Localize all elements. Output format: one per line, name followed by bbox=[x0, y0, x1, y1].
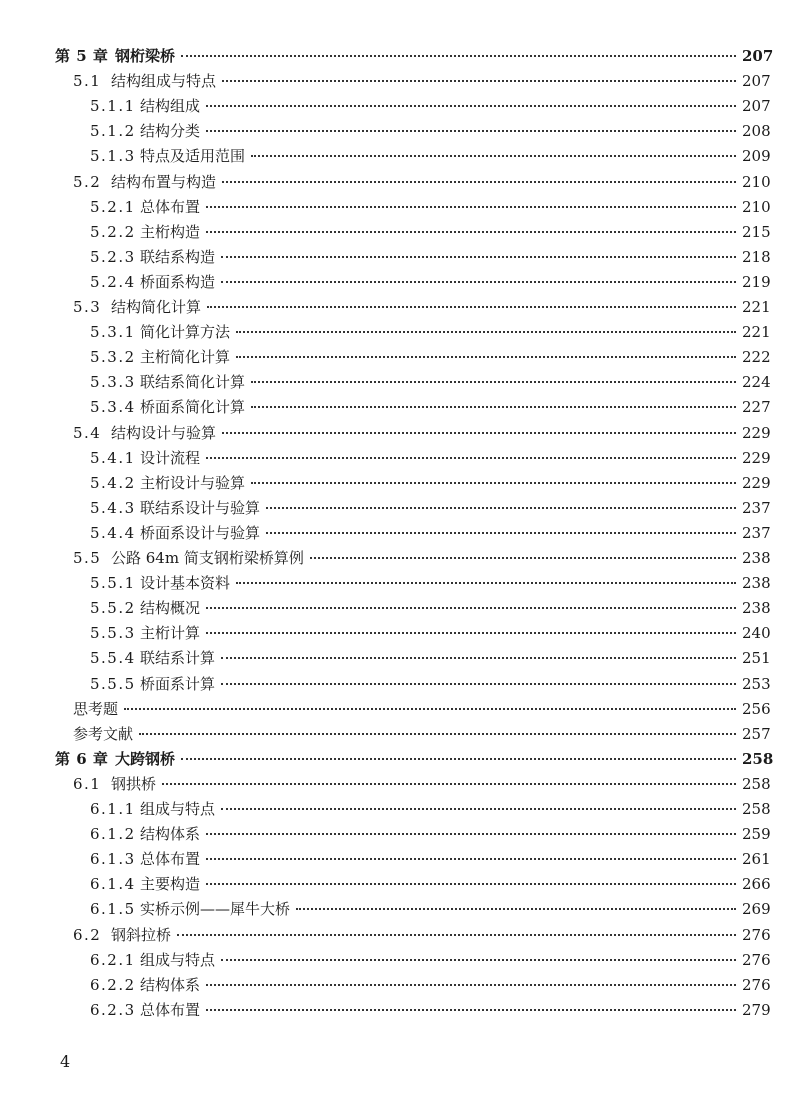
toc-entry-label bbox=[90, 94, 200, 119]
toc-entry-label bbox=[90, 471, 245, 496]
toc-entry-label bbox=[90, 245, 215, 270]
toc-entry-number: 5.1.3 bbox=[90, 147, 136, 166]
toc-entry[interactable] bbox=[0, 571, 790, 596]
dot-leader bbox=[221, 281, 736, 283]
toc-entry[interactable] bbox=[0, 220, 790, 245]
toc-entry-label bbox=[73, 923, 171, 948]
toc-entry-page: 256 bbox=[742, 699, 771, 718]
toc-entry-title: 钢桁梁桥 bbox=[115, 47, 176, 65]
toc-entry-number: 5.5 bbox=[73, 549, 102, 567]
toc-entry-title: 结构体系 bbox=[140, 975, 201, 994]
toc-entry-title: 思考题 bbox=[73, 699, 119, 718]
dot-leader bbox=[221, 683, 736, 685]
toc-entry-title: 组成与特点 bbox=[140, 800, 216, 818]
toc-entry-title: 结构组成 bbox=[140, 97, 201, 116]
toc-entry-number: 6.2.2 bbox=[90, 975, 136, 994]
toc-entry-title: 联结系设计与验算 bbox=[140, 498, 261, 517]
page-number: 4 bbox=[60, 1052, 71, 1071]
dot-leader bbox=[236, 331, 736, 333]
toc-entry-number: 第 5 章 bbox=[55, 47, 109, 65]
toc-entry-label bbox=[90, 672, 215, 697]
toc-entry-label bbox=[73, 69, 216, 94]
dot-leader bbox=[251, 381, 736, 383]
toc-entry-page: 237 bbox=[742, 498, 771, 517]
toc-entry-label bbox=[90, 521, 260, 546]
toc-entry-number: 6.1.2 bbox=[90, 825, 136, 844]
toc-entry-label bbox=[90, 220, 200, 245]
dot-leader bbox=[206, 130, 736, 132]
dot-leader bbox=[124, 708, 736, 710]
toc-entry-page: 251 bbox=[742, 649, 771, 668]
dot-leader bbox=[177, 934, 736, 936]
toc-entry[interactable] bbox=[0, 170, 790, 195]
toc-entry-label bbox=[73, 722, 133, 747]
toc-entry[interactable] bbox=[0, 822, 790, 847]
toc-entry-number: 5.2.2 bbox=[90, 222, 136, 241]
toc-entry-label bbox=[73, 697, 118, 722]
toc-entry-number: 5.5.3 bbox=[90, 624, 136, 643]
toc-entry-page: 276 bbox=[742, 950, 771, 969]
toc-entry[interactable] bbox=[0, 69, 790, 94]
toc-entry[interactable] bbox=[0, 697, 790, 722]
toc-entry-title: 设计流程 bbox=[140, 448, 201, 467]
toc-entry-page: 258 bbox=[742, 800, 771, 818]
toc-entry-label bbox=[90, 144, 245, 169]
toc-entry[interactable] bbox=[0, 521, 790, 546]
dot-leader bbox=[206, 883, 736, 885]
toc-entry-label bbox=[90, 395, 245, 420]
toc-entry[interactable] bbox=[0, 395, 790, 420]
toc-entry[interactable] bbox=[0, 471, 790, 496]
toc-entry-number: 5.4.2 bbox=[90, 473, 136, 492]
toc-entry-page: 269 bbox=[742, 900, 771, 919]
dot-leader bbox=[222, 80, 736, 82]
toc-entry-label bbox=[90, 948, 215, 973]
toc-entry-page: 240 bbox=[742, 624, 771, 643]
toc-entry[interactable] bbox=[0, 345, 790, 370]
toc-entry-number: 5.5.5 bbox=[90, 674, 136, 693]
dot-leader bbox=[206, 858, 736, 860]
dot-leader bbox=[206, 206, 736, 208]
toc-entry[interactable] bbox=[0, 948, 790, 973]
toc-entry[interactable] bbox=[0, 119, 790, 144]
toc-entry-title: 结构体系 bbox=[140, 825, 201, 844]
toc-entry-title: 结构布置与构造 bbox=[111, 172, 217, 191]
dot-leader bbox=[236, 582, 736, 584]
toc-entry-title: 公路 64m 简支钢桁梁桥算例 bbox=[111, 549, 304, 567]
toc-entry[interactable] bbox=[0, 94, 790, 119]
toc-entry-page: 215 bbox=[742, 222, 771, 241]
dot-leader bbox=[251, 155, 736, 157]
toc-entry-title: 结构组成与特点 bbox=[111, 72, 217, 91]
toc-entry-page: 259 bbox=[742, 825, 771, 844]
toc-entry-page: 257 bbox=[742, 724, 771, 743]
toc-entry-number: 5.1.1 bbox=[90, 97, 136, 116]
toc-entry-title: 实桥示例——犀牛大桥 bbox=[140, 900, 291, 919]
toc-entry-page: 219 bbox=[742, 272, 771, 291]
toc-entry-page: 238 bbox=[742, 549, 771, 567]
toc-entry-label bbox=[90, 370, 245, 395]
toc-entry-label bbox=[90, 596, 200, 621]
dot-leader bbox=[206, 231, 736, 233]
toc-entry[interactable] bbox=[0, 370, 790, 395]
toc-entry-page: 229 bbox=[742, 473, 771, 492]
dot-leader bbox=[206, 632, 736, 634]
toc-entry-title: 结构简化计算 bbox=[111, 298, 202, 316]
toc-entry-number: 5.3.4 bbox=[90, 398, 136, 417]
toc-entry-page: 227 bbox=[742, 398, 771, 417]
toc-entry-label bbox=[90, 847, 200, 872]
toc-entry-title: 联结系简化计算 bbox=[140, 373, 246, 392]
toc-entry-number: 6.1.5 bbox=[90, 900, 136, 919]
dot-leader bbox=[310, 557, 736, 559]
toc-entry-label bbox=[90, 872, 200, 897]
toc-entry-page: 276 bbox=[742, 975, 771, 994]
dot-leader bbox=[181, 758, 736, 760]
toc-entry-title: 桥面系简化计算 bbox=[140, 398, 246, 417]
toc-entry-label bbox=[90, 496, 260, 521]
toc-entry-label bbox=[90, 446, 200, 471]
toc-entry-label bbox=[73, 295, 201, 320]
toc-entry-page: 207 bbox=[742, 72, 771, 91]
toc-entry-title: 联结系构造 bbox=[140, 247, 216, 266]
toc-entry-title: 结构设计与验算 bbox=[111, 423, 217, 442]
toc-entry[interactable] bbox=[0, 998, 790, 1023]
toc-entry[interactable] bbox=[0, 847, 790, 872]
dot-leader bbox=[251, 482, 736, 484]
toc-entry-title: 大跨钢桥 bbox=[115, 749, 176, 768]
toc-entry-page: 207 bbox=[742, 97, 771, 116]
toc-entry-page: 229 bbox=[742, 423, 771, 442]
toc-entry-number: 6.1 bbox=[73, 774, 102, 793]
toc-entry-title: 主要构造 bbox=[140, 875, 201, 894]
toc-entry[interactable] bbox=[0, 872, 790, 897]
toc-entry[interactable] bbox=[0, 546, 790, 571]
toc-entry-number: 5.2 bbox=[73, 172, 102, 191]
toc-entry-title: 特点及适用范围 bbox=[140, 147, 246, 166]
toc-entry-number: 5.3 bbox=[73, 298, 102, 316]
toc-entry-label bbox=[73, 546, 304, 571]
toc-entry-page: 224 bbox=[742, 373, 771, 392]
toc-entry-page: 276 bbox=[742, 925, 771, 944]
toc-entry-page: 209 bbox=[742, 147, 771, 166]
toc-entry-page: 210 bbox=[742, 172, 771, 191]
toc-entry[interactable] bbox=[0, 722, 790, 747]
dot-leader bbox=[221, 808, 736, 810]
dot-leader bbox=[266, 532, 736, 534]
toc-entry[interactable] bbox=[0, 672, 790, 697]
toc-entry[interactable] bbox=[0, 195, 790, 220]
toc-entry-title: 主桁简化计算 bbox=[140, 348, 231, 367]
toc-entry-page: 221 bbox=[742, 323, 771, 342]
toc-entry-title: 钢拱桥 bbox=[111, 774, 157, 793]
dot-leader bbox=[221, 657, 736, 659]
dot-leader bbox=[206, 1009, 736, 1011]
toc-entry-label bbox=[55, 44, 175, 69]
toc-entry[interactable] bbox=[0, 596, 790, 621]
dot-leader bbox=[296, 908, 736, 910]
toc-entry[interactable] bbox=[0, 923, 790, 948]
toc-entry-title: 总体布置 bbox=[140, 850, 201, 869]
toc-entry-page: 218 bbox=[742, 247, 771, 266]
toc-entry-label bbox=[90, 195, 200, 220]
toc-entry-label bbox=[90, 797, 215, 822]
dot-leader bbox=[206, 833, 736, 835]
toc-entry-page: 210 bbox=[742, 197, 771, 216]
toc-entry-page: 279 bbox=[742, 1000, 771, 1019]
dot-leader bbox=[206, 457, 736, 459]
toc-entry-page: 238 bbox=[742, 574, 771, 593]
toc-entry-label bbox=[55, 747, 175, 772]
toc-entry-title: 结构分类 bbox=[140, 122, 201, 141]
toc-entry[interactable] bbox=[0, 496, 790, 521]
dot-leader bbox=[206, 105, 736, 107]
toc-entry-label bbox=[90, 973, 200, 998]
toc-entry-number: 6.1.1 bbox=[90, 800, 136, 818]
dot-leader bbox=[206, 607, 736, 609]
toc-entry-page: 261 bbox=[742, 850, 771, 869]
toc-entry-label bbox=[90, 119, 200, 144]
toc-entry-title: 桥面系计算 bbox=[140, 674, 216, 693]
toc-entry-label bbox=[90, 998, 200, 1023]
toc-entry-number: 5.3.2 bbox=[90, 348, 136, 367]
toc-entry-title: 组成与特点 bbox=[140, 950, 216, 969]
dot-leader bbox=[222, 432, 736, 434]
dot-leader bbox=[222, 181, 736, 183]
toc-entry-page: 229 bbox=[742, 448, 771, 467]
toc-entry-number: 6.1.3 bbox=[90, 850, 136, 869]
toc-entry-number: 5.1 bbox=[73, 72, 102, 91]
toc-entry-number: 5.5.1 bbox=[90, 574, 136, 593]
toc-entry-number: 5.5.4 bbox=[90, 649, 136, 668]
dot-leader bbox=[221, 256, 736, 258]
toc-entry-label bbox=[90, 320, 230, 345]
dot-leader bbox=[139, 733, 736, 735]
toc-entry-page: 258 bbox=[742, 774, 771, 793]
toc-entry-number: 5.3.3 bbox=[90, 373, 136, 392]
toc-entry-number: 5.4.3 bbox=[90, 498, 136, 517]
toc-entry-title: 钢斜拉桥 bbox=[111, 925, 172, 944]
toc-entry-page: 253 bbox=[742, 674, 771, 693]
toc-entry-title: 设计基本资料 bbox=[140, 574, 231, 593]
toc-entry-number: 5.5.2 bbox=[90, 599, 136, 618]
toc-entry-label bbox=[90, 571, 230, 596]
toc-entry-number: 5.2.4 bbox=[90, 272, 136, 291]
toc-entry-page: 222 bbox=[742, 348, 771, 367]
toc-entry-page: 208 bbox=[742, 122, 771, 141]
toc-entry-page: 221 bbox=[742, 298, 771, 316]
dot-leader bbox=[251, 406, 736, 408]
toc-entry-title: 结构概况 bbox=[140, 599, 201, 618]
toc-entry-number: 5.4.1 bbox=[90, 448, 136, 467]
dot-leader bbox=[266, 507, 736, 509]
toc-entry-number: 5.1.2 bbox=[90, 122, 136, 141]
toc-entry[interactable] bbox=[0, 270, 790, 295]
toc-entry-title: 总体布置 bbox=[140, 1000, 201, 1019]
toc-entry[interactable] bbox=[0, 144, 790, 169]
toc-entry-title: 主桁计算 bbox=[140, 624, 201, 643]
toc-entry-label bbox=[73, 772, 156, 797]
toc-entry-title: 总体布置 bbox=[140, 197, 201, 216]
toc-entry-number: 5.2.1 bbox=[90, 197, 136, 216]
toc-entry-title: 主桁构造 bbox=[140, 222, 201, 241]
toc-entry-number: 5.2.3 bbox=[90, 247, 136, 266]
toc-entry[interactable] bbox=[0, 646, 790, 671]
toc-entry-title: 主桁设计与验算 bbox=[140, 473, 246, 492]
toc-entry-label bbox=[90, 345, 230, 370]
toc-entry-page: 238 bbox=[742, 599, 771, 618]
toc-entry[interactable] bbox=[0, 320, 790, 345]
toc-entry-title: 桥面系设计与验算 bbox=[140, 523, 261, 542]
toc-entry-number: 6.1.4 bbox=[90, 875, 136, 894]
dot-leader bbox=[236, 356, 736, 358]
toc-entry[interactable] bbox=[0, 772, 790, 797]
toc-entry[interactable] bbox=[0, 973, 790, 998]
toc-entry-number: 第 6 章 bbox=[55, 749, 109, 768]
dot-leader bbox=[206, 984, 736, 986]
toc-entry[interactable] bbox=[0, 446, 790, 471]
toc-entry-title: 简化计算方法 bbox=[140, 323, 231, 342]
toc-entry-label bbox=[90, 897, 290, 922]
toc-entry[interactable] bbox=[0, 897, 790, 922]
toc-entry-number: 6.2.3 bbox=[90, 1000, 136, 1019]
toc-entry-page: 258 bbox=[742, 749, 774, 768]
dot-leader bbox=[181, 55, 736, 57]
toc-entry[interactable] bbox=[0, 621, 790, 646]
dot-leader bbox=[207, 306, 736, 308]
toc-entry-label bbox=[73, 170, 216, 195]
toc-entry-label bbox=[90, 822, 200, 847]
toc-entry[interactable] bbox=[0, 747, 790, 772]
toc-entry-title: 桥面系构造 bbox=[140, 272, 216, 291]
toc-entry-label bbox=[73, 421, 216, 446]
toc-entry-label bbox=[90, 270, 215, 295]
toc-entry-number: 6.2 bbox=[73, 925, 102, 944]
toc-entry-number: 5.3.1 bbox=[90, 323, 136, 342]
toc-entry-number: 5.4 bbox=[73, 423, 102, 442]
toc-entry-page: 237 bbox=[742, 523, 771, 542]
toc-entry-page: 266 bbox=[742, 875, 771, 894]
toc-entry-number: 6.2.1 bbox=[90, 950, 136, 969]
toc-entry-label bbox=[90, 646, 215, 671]
toc-entry-label bbox=[90, 621, 200, 646]
toc-entry-title: 参考文献 bbox=[73, 724, 134, 743]
toc-entry-page: 207 bbox=[742, 47, 774, 65]
dot-leader bbox=[162, 783, 736, 785]
toc-entry[interactable] bbox=[0, 44, 790, 69]
toc-entry[interactable] bbox=[0, 421, 790, 446]
toc-entry-number: 5.4.4 bbox=[90, 523, 136, 542]
dot-leader bbox=[221, 959, 736, 961]
toc-entry[interactable] bbox=[0, 245, 790, 270]
toc-entry-title: 联结系计算 bbox=[140, 649, 216, 668]
toc-entry[interactable] bbox=[0, 797, 790, 822]
toc-entry[interactable] bbox=[0, 295, 790, 320]
